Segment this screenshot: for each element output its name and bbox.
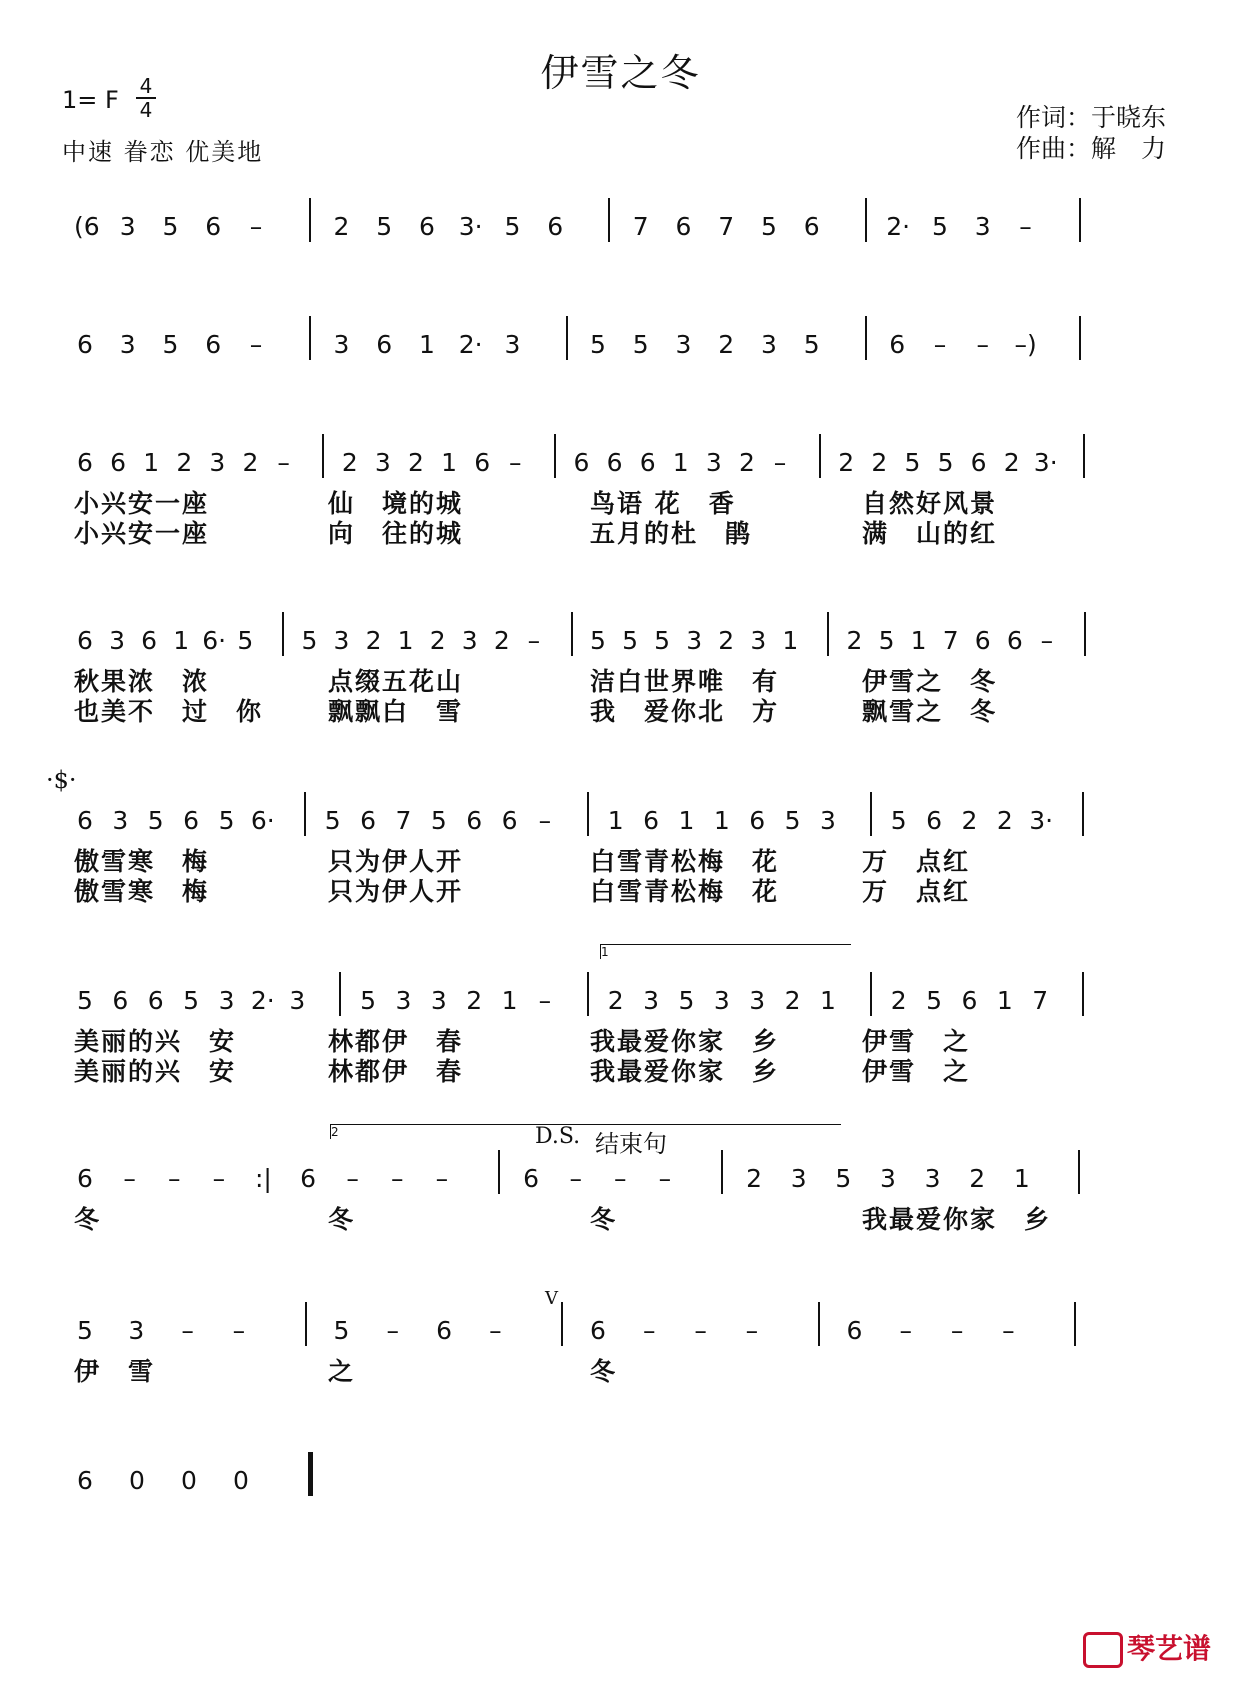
score-row [0,624,1241,726]
score-row [0,328,1241,384]
note: – [391,1164,404,1193]
note: – [538,986,552,1015]
score-row [0,984,1241,1086]
barline [304,792,306,836]
barline [309,316,311,360]
note: (6 [74,212,100,241]
note: 3 [761,330,777,359]
lyric-1: 伊雪之 冬 [862,667,998,696]
note: 0 [233,1466,249,1495]
note: 5 [622,626,639,655]
note: 2· [250,986,275,1015]
lyric-1: 万 点红 [862,847,971,876]
note: 7 [395,806,412,835]
note: 2 [341,448,358,477]
barline [1079,316,1081,360]
note: 2 [961,806,978,835]
note: 6 [205,330,222,359]
lyric-1: 冬 [590,1357,618,1386]
volta-2: 2 [330,1124,841,1139]
note: 2 [871,448,888,477]
ds-mark: D.S. [535,1124,581,1149]
lyric-1: 小兴安一座 [74,489,210,518]
note: 6 [474,448,491,477]
note: 3· [1029,806,1054,835]
note: 3 [209,448,226,477]
note: 1 [820,986,836,1015]
note: – [167,1164,181,1193]
note: 5 [77,986,93,1015]
lyric-2: 万 点红 [862,877,971,906]
song-title: 伊雪之冬 [540,51,701,95]
barline [309,198,311,242]
note: 6· [250,806,275,835]
lyric-2: 五月的杜 鹃 [590,519,753,548]
note: 3 [974,212,991,241]
note: 3 [880,1164,896,1193]
note: 5 [77,1316,93,1345]
note: 2 [176,448,193,477]
note: 2 [969,1164,986,1193]
lyric-2: 我 爱你北 方 [590,697,780,726]
note: 6 [675,212,692,241]
final-barline [308,1452,313,1496]
note: 2· [886,212,911,241]
note: – [614,1164,627,1193]
note: 5 [183,986,200,1015]
barline [566,316,568,360]
note: 1 [441,448,458,477]
barline [282,612,284,656]
lyric-2: 飘飘白 雪 [328,697,464,726]
note: – [123,1164,136,1193]
note: 0 [181,1466,197,1495]
note: 3 [749,986,766,1015]
note: 6 [419,212,435,241]
note: 6 [926,806,943,835]
lyric-1: 冬 [328,1205,356,1234]
note: 5 [926,986,943,1015]
note: – [658,1164,672,1193]
note: – [277,448,290,477]
barline [1074,1302,1076,1346]
note: 6 [77,626,93,655]
barline [561,1302,563,1346]
score-row [0,1162,1241,1234]
note: 1 [607,806,624,835]
note: :| [254,1164,272,1193]
note: 5 [147,806,164,835]
barline [819,434,821,478]
note: 6 [573,448,590,477]
note: 1 [1013,1164,1030,1193]
note: 6 [889,330,906,359]
note: 3 [119,212,136,241]
note: 6 [77,448,93,477]
time-signature [136,76,156,120]
note: 2 [607,986,624,1015]
note: – [1002,1316,1015,1345]
note: 5 [890,806,907,835]
note: 6 [1006,626,1023,655]
note: – [933,330,947,359]
note: 6 [974,626,991,655]
note: 6 [643,806,660,835]
lyric-1: 白雪青松梅 花 [590,847,780,876]
note: 2 [1003,448,1020,477]
note: 1 [713,806,730,835]
note: 6 [639,448,656,477]
key-signature: 1= F [62,86,119,114]
lyric-1: 我最爱你家 乡 [862,1205,1052,1234]
note: 6 [501,806,518,835]
note: 2 [493,626,510,655]
note: 1 [782,626,799,655]
note: – [346,1164,359,1193]
barline [1083,434,1085,478]
note: 2 [333,212,350,241]
lyric-2: 也美不 过 你 [74,697,264,726]
note: 3 [430,986,447,1015]
watermark: 琴艺谱 [1083,1627,1211,1668]
lyric-1: 美丽的兴 安 [74,1027,237,1056]
lyric-1: 我最爱你家 乡 [590,1027,780,1056]
note: 3 [112,806,129,835]
note: 6 [970,448,987,477]
lyric-1: 伊 雪 [74,1357,156,1386]
note: 6 [183,806,200,835]
note: – [386,1316,400,1345]
note: 7 [1032,986,1049,1015]
note: 3· [458,212,483,241]
lyric-1: 自然好风景 [862,489,998,518]
note: 2 [738,448,755,477]
note: 6 [846,1316,863,1345]
note: 5 [333,1316,350,1345]
note: 2· [458,330,483,359]
note: 6 [77,330,93,359]
barline [554,434,556,478]
note: 3 [333,330,350,359]
note: 2 [890,986,907,1015]
note: 5 [878,626,895,655]
note: 3 [820,806,836,835]
note: 5 [218,806,235,835]
lyric-1: 秋果浓 浓 [74,667,210,696]
note: 6 [300,1164,316,1193]
note: – [489,1316,502,1345]
note: 3 [713,986,730,1015]
note: 6 [77,1466,93,1495]
time-signature-top: 4 [139,74,153,98]
barline [587,792,589,836]
note: 2 [242,448,259,477]
barline [608,198,610,242]
barline [870,972,872,1016]
note: 3 [109,626,126,655]
note: 1 [501,986,518,1015]
note: 3 [395,986,412,1015]
note: 3 [128,1316,145,1345]
note: – [212,1164,226,1193]
note: 6 [147,986,164,1015]
lyric-1: 冬 [590,1205,618,1234]
segno-mark: ·$· [46,766,77,794]
lyric-1: 之 [328,1357,356,1386]
note: 7 [632,212,649,241]
note: 5 [654,626,671,655]
note: 5 [835,1164,852,1193]
note: 0 [129,1466,145,1495]
note: 3 [643,986,660,1015]
note: 2 [408,448,424,477]
note: 6 [466,806,483,835]
barline [865,316,867,360]
note: 1 [419,330,435,359]
lyric-2: 林都伊 春 [328,1057,464,1086]
note: 6 [77,1164,93,1193]
note: 6 [803,212,820,241]
note: 3 [686,626,703,655]
lyric-2: 飘雪之 冬 [862,697,998,726]
note: 2 [718,330,735,359]
note: 5 [784,806,801,835]
note: 5 [937,448,954,477]
composer: 作曲：解 力 [1016,134,1167,163]
note: – [694,1316,707,1345]
note: 6 [141,626,158,655]
note: 5 [430,806,447,835]
note: 1 [910,626,927,655]
note: – [527,626,541,655]
note: 1 [678,806,695,835]
lyric-2: 伊雪 之 [862,1057,971,1086]
note: 1 [672,448,689,477]
note: 3 [333,626,350,655]
note: – [899,1316,913,1345]
lyric-1: 伊雪 之 [862,1027,971,1056]
note: 7 [942,626,959,655]
barline [1078,1150,1080,1194]
note: 5 [590,330,606,359]
lyric-1: 傲雪寒 梅 [74,847,210,876]
note: – [249,212,263,241]
note: 5 [301,626,318,655]
note: – [745,1316,759,1345]
note: 2 [466,986,483,1015]
note: 2 [996,806,1013,835]
note: 5 [324,806,341,835]
credits [1016,102,1166,164]
lyric-2: 我最爱你家 乡 [590,1057,780,1086]
note: 6 [110,448,127,477]
note: 5 [632,330,649,359]
score-row [0,446,1241,548]
time-signature-bottom: 4 [139,98,153,122]
barline [721,1150,723,1194]
note: 6 [436,1316,453,1345]
note: 3 [461,626,478,655]
lyric-1: 洁白世界唯 有 [590,667,780,696]
barline [1082,972,1084,1016]
note: 2 [429,626,446,655]
note: – [569,1164,582,1193]
note: 6 [523,1164,540,1193]
note: 3 [924,1164,941,1193]
note: 6· [202,626,227,655]
score-row [0,1314,1241,1386]
note: 2 [846,626,863,655]
note: 5 [504,212,521,241]
note: 3 [675,330,692,359]
note: – [538,806,552,835]
note: – [1040,626,1054,655]
note: 2 [365,626,382,655]
note: – [643,1316,656,1345]
lyric-1: 只为伊人开 [328,847,464,876]
note: 3 [119,330,136,359]
note: 5 [761,212,777,241]
note: 6 [590,1316,606,1345]
note: 5 [360,986,376,1015]
lyric-2: 小兴安一座 [74,519,210,548]
barline [498,1150,500,1194]
lyric-1: 仙 境的城 [328,489,464,518]
note: – [773,448,787,477]
volta-1: 1 [600,944,851,959]
barline [305,1302,307,1346]
note: 6 [547,212,564,241]
note: 6 [77,806,93,835]
score-row [0,804,1241,906]
lyric-2: 只为伊人开 [328,877,464,906]
note: – [435,1164,449,1193]
logo-icon [1083,1632,1123,1668]
note: 5 [904,448,921,477]
note: – [1019,212,1032,241]
note: 5 [803,330,820,359]
barline [339,972,341,1016]
note: –) [1014,330,1037,359]
lyric-2: 向 往的城 [328,519,464,548]
note: 7 [718,212,735,241]
note: 5 [590,626,606,655]
barline [865,198,867,242]
lyric-2: 白雪青松梅 花 [590,877,780,906]
note: 6 [749,806,766,835]
note: 3 [705,448,722,477]
note: – [249,330,263,359]
note: 5 [237,626,254,655]
note: 3 [504,330,521,359]
note: 1 [173,626,190,655]
note: 3· [1033,448,1058,477]
note: 5 [932,212,948,241]
note: 5 [162,330,179,359]
ending-label: 结束句 [595,1130,667,1158]
note: 2 [784,986,801,1015]
note: 1 [996,986,1013,1015]
note: 5 [376,212,393,241]
note: 2 [838,448,855,477]
note: 2 [718,626,735,655]
note: 3 [218,986,235,1015]
note: – [509,448,522,477]
note: – [181,1316,194,1345]
note: 2 [746,1164,763,1193]
lyric-1: 林都伊 春 [328,1027,464,1056]
lyric-2: 美丽的兴 安 [74,1057,237,1086]
lyric-2: 傲雪寒 梅 [74,877,210,906]
barline [870,792,872,836]
note: 6 [961,986,978,1015]
note: 1 [143,448,160,477]
note: 3 [289,986,306,1015]
score-row [0,210,1241,266]
note: 1 [397,626,414,655]
barline [1082,792,1084,836]
note: 6 [606,448,623,477]
lyric-1: 点缀五花山 [328,667,464,696]
barline [1084,612,1086,656]
note: – [232,1316,246,1345]
barline [587,972,589,1016]
note: 6 [112,986,129,1015]
barline [571,612,573,656]
lyric-2: 满 山的红 [862,519,998,548]
barline [827,612,829,656]
note: – [976,330,989,359]
note: 6 [205,212,222,241]
lyric-1: 鸟语 花 香 [590,489,736,518]
barline [1079,198,1081,242]
breath-mark: V [545,1288,558,1309]
note: 6 [360,806,376,835]
note: – [950,1316,964,1345]
note: 5 [162,212,179,241]
note: 6 [376,330,393,359]
score-row [0,1464,1241,1520]
note: 3 [374,448,391,477]
note: 5 [678,986,695,1015]
lyricist: 作词：于晓东 [1016,103,1167,132]
note: 3 [750,626,767,655]
barline [322,434,324,478]
lyric-1: 冬 [74,1205,102,1234]
tempo-marking: 中速 眷恋 优美地 [62,138,264,166]
barline [818,1302,820,1346]
note: 3 [790,1164,807,1193]
